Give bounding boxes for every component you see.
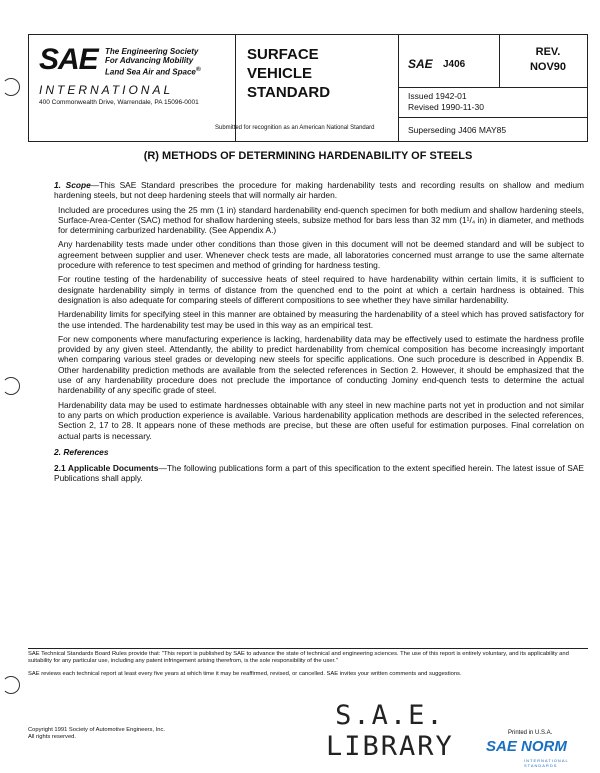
divider xyxy=(398,35,399,141)
rev-label: REV. xyxy=(535,46,561,58)
issue-dates xyxy=(408,91,484,113)
library-stamp xyxy=(326,700,454,762)
section-number: 2. xyxy=(54,446,61,457)
divider xyxy=(499,35,500,87)
tagline-line: For Advancing Mobility xyxy=(105,56,194,65)
tagline-line: Land Sea Air and Space xyxy=(105,67,196,77)
header-box xyxy=(28,34,588,142)
registered-mark: ® xyxy=(195,66,201,73)
document-title: (R) METHODS OF DETERMINING HARDENABILITY OF STEELS xyxy=(143,150,473,162)
sae-logo: SAE xyxy=(39,43,98,76)
copyright-line: All rights reserved. xyxy=(28,734,77,740)
paragraph: Hardenability data may be used to estimate hardnesses obtainable with any steel in new machine parts not yet in production and not similar to any parts on which production experience is available. Various hardenability application methods are described in the selected references, Section 2, 17 to 28. It appears none of these methods are precise, but these are often useful for estimation purposes. Final correlation on actual parts is necessary. xyxy=(58,399,584,441)
submitted-note: Submitted for recognition as an American National Standard xyxy=(215,125,375,131)
revision-block xyxy=(507,45,589,75)
sae-norm-logo: SAE NORM xyxy=(486,738,567,755)
sae-norm-subtitle: INTERNATIONAL STANDARDS xyxy=(524,758,569,768)
review-note: SAE reviews each technical report at least every five years at which time it may be reaffirmed, revised, or cancelled. SAE invites your written comments and suggestions. xyxy=(28,671,462,678)
punch-hole xyxy=(2,676,20,694)
section-2-heading xyxy=(54,447,584,457)
printed-in: Printed in U.S.A. xyxy=(508,730,553,736)
divider xyxy=(398,87,588,88)
doc-type xyxy=(247,45,330,102)
copyright-line: Copyright 1991 Society of Automotive Engineers, Inc. xyxy=(28,727,165,733)
paragraph: Any hardenability tests made under other conditions than those given in this document will not be deemed standard and will be subject to agreement between supplier and user. Whenever check tests are made, all laboratories concerned must arrange to use the same alternate procedure with reference to test specimen and method of grinding for hardness testing. xyxy=(58,239,584,271)
issued-date: Issued 1942-01 xyxy=(408,91,467,101)
paragraph-text: —The following publications form a part of this specification to the extent specified herein. The latest issue of SAE Publications shall apply. xyxy=(54,463,585,484)
doc-type-line: SURFACE xyxy=(247,46,319,63)
paragraph: For new components where manufacturing experience is lacking, hardenability data may be effectively used to estimate the hardness profile provided by any given steel. Attendantly, the ability to predict hardenability from chemical composition has become increasingly important when comparing various steel grades or developing new steels for specific applications. One such procedure is described in Appendix B. Other hardenability prediction methods are available from the selected references in Section 2. However, it should be emphasized that the use of any hardenability procedure does not preclude the importance of conducting Jominy end-quench tests to determine the actual hardenability of any specific grade of steel. xyxy=(58,333,584,396)
board-rules: SAE Technical Standards Board Rules provide that: "This report is published by SAE to advance the state of technical and engineering sciences. The use of this report is entirely voluntary, and its applicability and suitability for any particular use, including any patent infringement arising therefrom, is the sole responsibility of the user." xyxy=(28,651,569,665)
section-number: 2.1 xyxy=(54,463,66,474)
address: 400 Commonwealth Drive, Warrendale, PA 15096-0001 xyxy=(39,99,199,106)
international-label: INTERNATIONAL xyxy=(39,83,174,97)
stamp-line: S.A.E. xyxy=(335,700,445,731)
footer-notes xyxy=(28,651,588,679)
paragraph: Hardenability limits for specifying steel in this manner are obtained by measuring the hardenability of a steel which has proved satisfactory for the use intended. The hardenability test may be used in this way as an empirical test. xyxy=(58,309,584,330)
rev-date: NOV90 xyxy=(529,61,567,73)
revised-date: Revised 1990-11-30 xyxy=(408,102,484,112)
stamp-line: LIBRARY xyxy=(326,731,454,762)
copyright xyxy=(28,727,165,741)
document-body xyxy=(54,180,585,488)
punch-hole xyxy=(2,78,20,96)
section-2-1-paragraph xyxy=(54,463,584,484)
section-1-paragraph xyxy=(54,180,584,201)
paragraph: For routine testing of the hardenability of successive heats of steel required to have hardenability within certain limits, it is sufficient to designate hardenability simply in terms of distance from the quenched end to the point at which a certain hardness is obtained. This designation is also adequate for comparing steels of different compositions to see whether they have similar hardenability. xyxy=(58,274,584,305)
footer-rule xyxy=(28,648,588,649)
doc-number: J406 xyxy=(443,59,466,70)
section-heading: Applicable Documents xyxy=(67,463,159,474)
paragraph: Included are procedures using the 25 mm (1 in) standard hardenability end-quench specimen for both medium and shallow hardening steels, Surface-Area-Center (SAC) method for shallow hardening steels, subsize method for bars less than 32 mm (1¹/₄ in) in diameter, and methods for determining carburized hardenability. (See Appendix A.) xyxy=(58,204,584,236)
tagline-line: The Engineering Society xyxy=(105,47,199,56)
punch-hole xyxy=(2,377,20,395)
superseding: Superseding J406 MAY85 xyxy=(408,125,507,135)
doc-type-line: VEHICLE xyxy=(247,65,313,82)
paragraph-text: —This SAE Standard prescribes the procedure for making hardenability tests and recording results on shallow and medium hardening steels, but not deep hardening steels that will normally air harden. xyxy=(54,180,585,201)
sae-tagline xyxy=(105,47,201,77)
section-heading: Scope xyxy=(65,180,91,190)
divider xyxy=(398,117,588,118)
doc-type-line: STANDARD xyxy=(247,84,331,101)
section-number: 1. xyxy=(54,180,61,190)
section-heading: References xyxy=(63,446,109,457)
sae-small-logo: SAE xyxy=(408,57,433,71)
